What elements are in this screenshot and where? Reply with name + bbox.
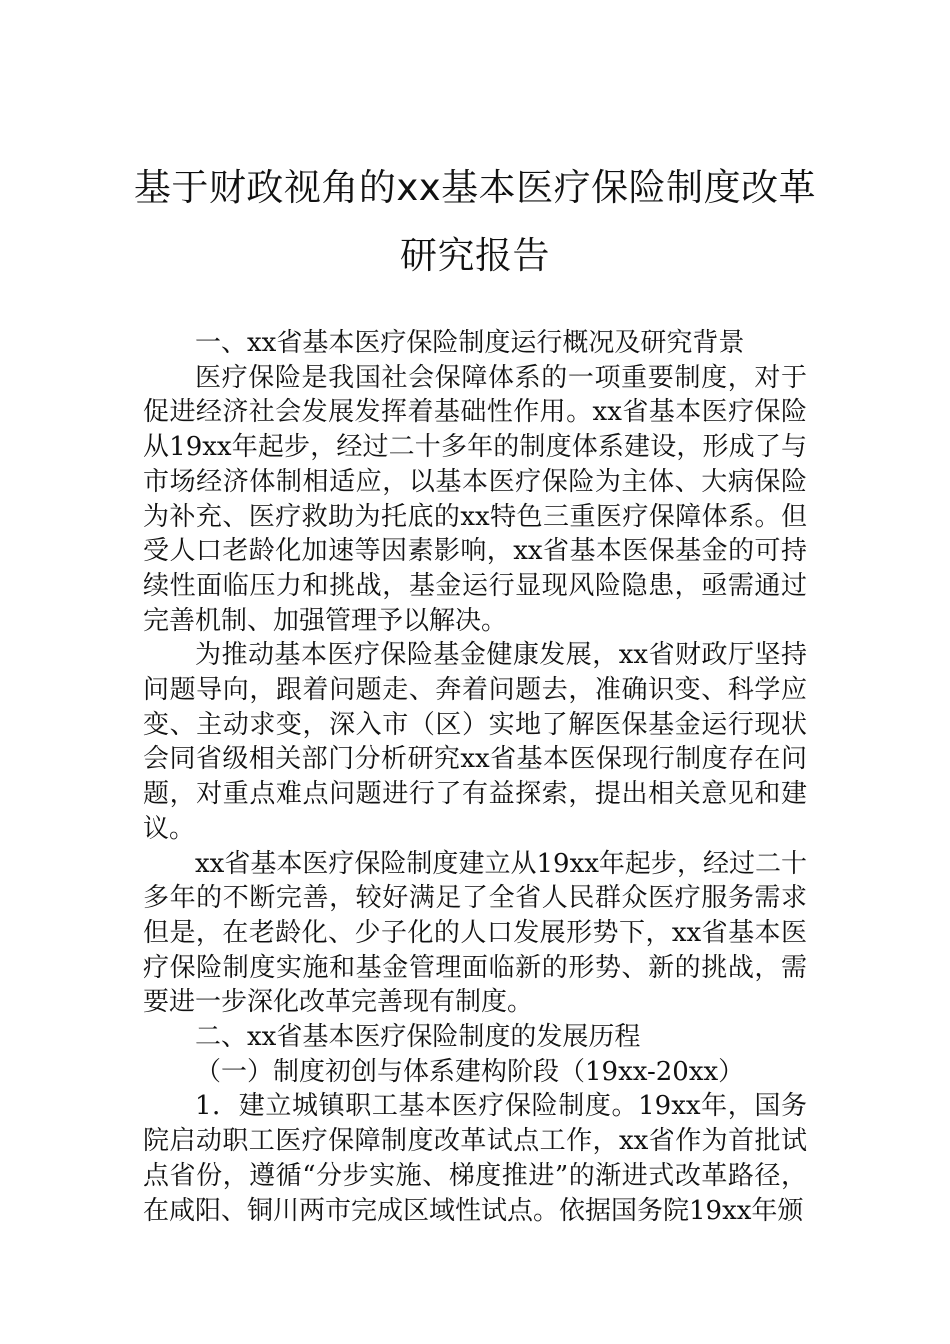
section-heading-1: 一、xx省基本医疗保险制度运行概况及研究背景 (195, 328, 745, 358)
body-paragraph: 1．建立城镇职工基本医疗保险制度。19xx年，国务院启动职工医疗保障制度改革试点工作，xx省作为首批试点省份，遵循“分步实施、梯度推进”的渐进式改革路径，在咸阳、铜川两市完成区域性试点。依据国务院19xx年颁 (143, 1091, 807, 1226)
subsection-heading-1: （一）制度初创与体系建构阶段（19xx-20xx） (195, 1056, 745, 1087)
body-paragraph: 医疗保险是我国社会保障体系的一项重要制度，对于促进经济社会发展发挥着基础性作用。xx省基本医疗保险从19xx年起步，经过二十多年的制度体系建设，形成了与市场经济体制相适应，以基本医疗保险为主体、大病保险为补充、医疗救助为托底的xx特色三重医疗保障体系。但受人口老龄化加速等因素影响，xx省基本医保基金的可持续性面临压力和挑战，基金运行显现风险隐患，亟需通过完善机制、加强管理予以解决。 (143, 362, 807, 636)
document-title-line-1: 基于财政视角的xx基本医疗保险制度改革 (133, 166, 817, 209)
section-heading-2: 二、xx省基本医疗保险制度的发展历程 (195, 1022, 641, 1053)
body-paragraph: xx省基本医疗保险制度建立从19xx年起步，经过二十多年的不断完善，较好满足了全省人民群众医疗服务需求但是，在老龄化、少子化的人口发展形势下，xx省基本医疗保险制度实施和基金管理面临新的形势、新的挑战，需要进一步深化改革完善现有制度。 (143, 848, 807, 1018)
document-title-line-2: 研究报告 (400, 234, 550, 277)
body-paragraph: 为推动基本医疗保险基金健康发展，xx省财政厅坚持问题导向，跟着问题走、奔着问题去，准确识变、科学应变、主动求变，深入市（区）实地了解医保基金运行现状会同省级相关部门分析研究xx省基本医保现行制度存在问题，对重点难点问题进行了有益探索，提出相关意见和建议。 (143, 640, 807, 844)
document-body (143, 326, 807, 1228)
